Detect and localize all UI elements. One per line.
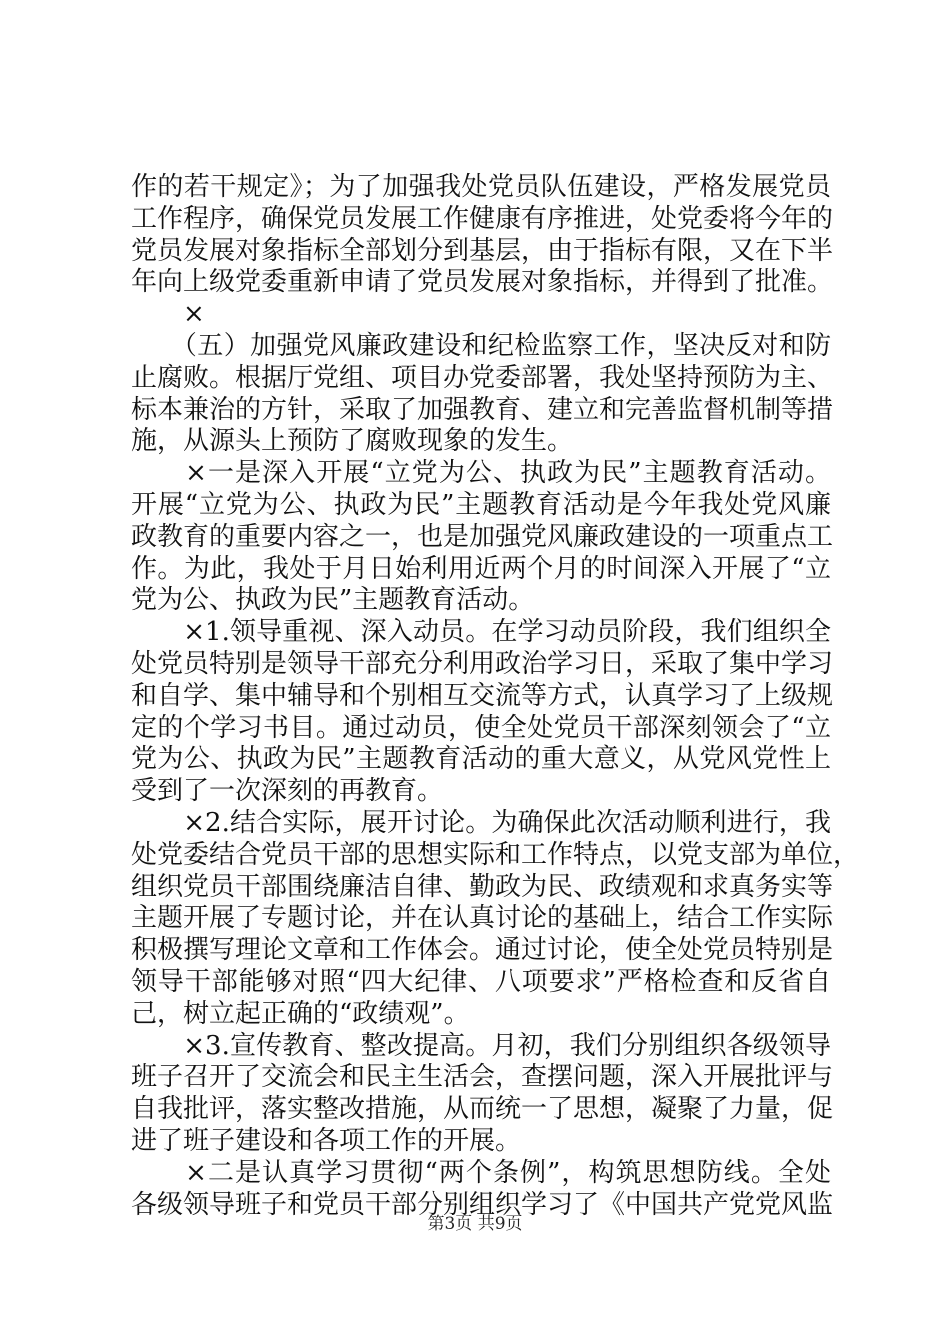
text-line: 己，树立起正确的“政绩观”。 xyxy=(131,998,470,1029)
text-line: 党为公、执政为民”主题教育活动的重大意义，从党风党性上 xyxy=(131,744,831,775)
text-line: 定的个学习书目。通过动员，使全处党员干部深刻领会了“立 xyxy=(131,712,831,743)
text-line: ×2.结合实际，展开讨论。为确保此次活动顺利进行，我 xyxy=(131,807,831,838)
text-line: 年向上级党委重新申请了党员发展对象指标，并得到了批准。 xyxy=(131,267,834,298)
text-line: 班子召开了交流会和民主生活会，查摆问题，深入开展批评与 xyxy=(131,1062,834,1093)
text-line: × xyxy=(131,299,205,330)
text-line: 处党员特别是领导干部充分利用政治学习日，采取了集中学习 xyxy=(131,648,834,679)
text-line: 主题开展了专题讨论，并在认真讨论的基础上，结合工作实际 xyxy=(131,903,834,934)
text-line: 作。为此，我处于月日始利用近两个月的时间深入开展了“立 xyxy=(131,553,831,584)
text-line: 自我批评，落实整改措施，从而统一了思想，凝聚了力量，促 xyxy=(131,1094,834,1125)
text-line: 政教育的重要内容之一，也是加强党风廉政建设的一项重点工 xyxy=(131,521,834,552)
text-line: 积极撰写理论文章和工作体会。通过讨论，使全处党员特别是 xyxy=(131,935,834,966)
text-line: 党员发展对象指标全部划分到基层，由于指标有限，又在下半 xyxy=(131,235,834,266)
text-line: 作的若干规定》；为了加强我处党员队伍建设，严格发展党员 xyxy=(131,172,831,202)
body-text xyxy=(131,172,860,1221)
text-line: 受到了一次深刻的再教育。 xyxy=(131,776,444,807)
text-line: 组织党员干部围绕廉洁自律、勤政为民、政绩观和求真务实等 xyxy=(131,871,834,902)
text-line: 开展“立党为公、执政为民”主题教育活动是今年我处党风廉 xyxy=(131,489,831,520)
text-line: ×二是认真学习贯彻“两个条例”，构筑思想防线。全处 xyxy=(131,1157,831,1188)
text-line: 止腐败。根据厅党组、项目办党委部署，我处坚持预防为主、 xyxy=(131,362,834,393)
text-line: 领导干部能够对照“四大纪律、八项要求”严格检查和反省自 xyxy=(131,966,831,997)
text-line: ×1.领导重视、深入动员。在学习动员阶段，我们组织全 xyxy=(131,617,831,648)
text-line: 施，从源头上预防了腐败现象的发生。 xyxy=(131,426,574,457)
text-line: 和自学、集中辅导和个别相互交流等方式，认真学习了上级规 xyxy=(131,680,834,711)
text-line: 党为公、执政为民”主题教育活动。 xyxy=(131,585,535,616)
page-footer: 第3页 共9页 xyxy=(427,1214,523,1234)
text-line: 进了班子建设和各项工作的开展。 xyxy=(131,1125,522,1156)
text-line: （五）加强党风廉政建设和纪检监察工作，坚决反对和防 xyxy=(131,330,831,361)
text-line: ×一是深入开展“立党为公、执政为民”主题教育活动。 xyxy=(131,458,831,489)
text-line: 标本兼治的方针，采取了加强教育、建立和完善监督机制等措 xyxy=(131,394,834,425)
text-line: ×3.宣传教育、整改提高。月初，我们分别组织各级领导 xyxy=(131,1030,831,1061)
text-line: 工作程序，确保党员发展工作健康有序推进，处党委将今年的 xyxy=(131,203,834,234)
text-line: 处党委结合党员干部的思想实际和工作特点，以党支部为单位， xyxy=(131,839,860,870)
text-line: 各级领导班子和党员干部分别组织学习了《中国共产党党风监 xyxy=(131,1189,834,1220)
